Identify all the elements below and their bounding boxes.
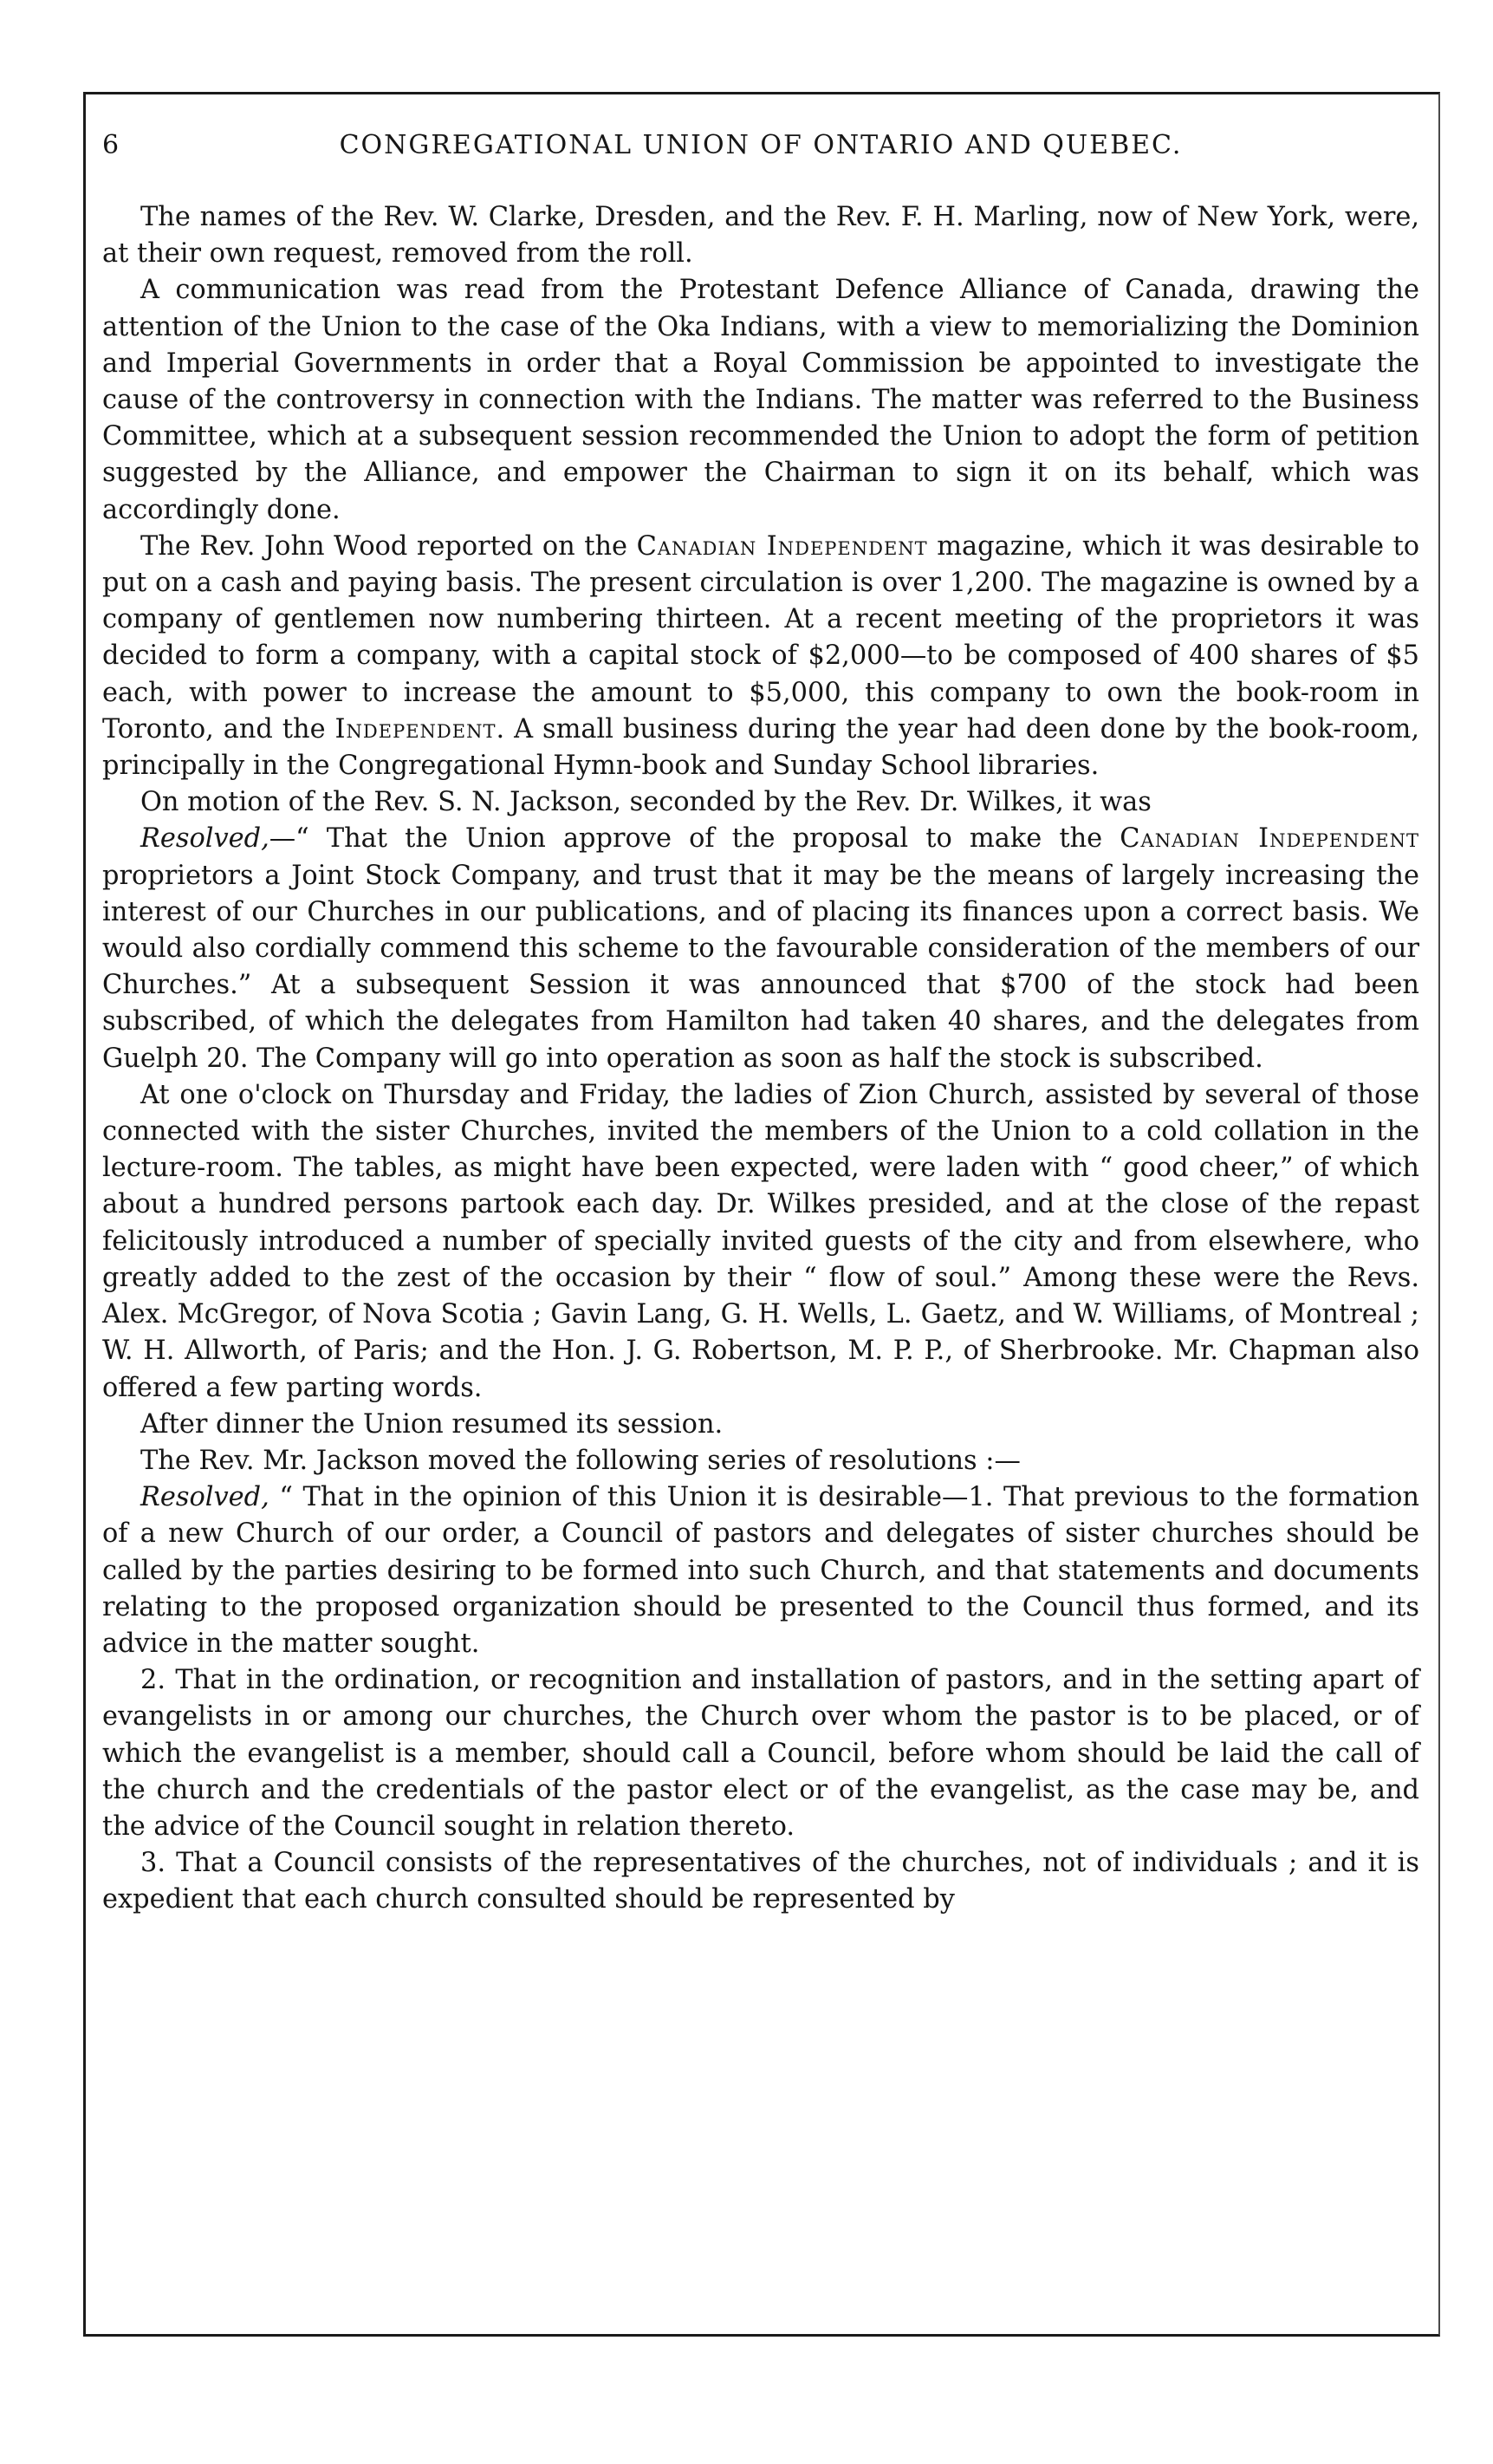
paragraph-resolution-3: 3. That a Council consists of the representatives of the churches, not of individuals ; and it is expedient that each church consulted should be represented by <box>102 1848 1419 1915</box>
paragraph-resolution-1 <box>102 1479 1419 1662</box>
paragraph-jackson-motion: The Rev. Mr. Jackson moved the following series of resolutions :— <box>140 1445 1021 1476</box>
magazine-report-text: . A small business during the year had deen done by the book-room, principally in the Congregational Hymn-book and Sunday School libraries. <box>102 713 1420 782</box>
resolution-text: “ That in the opinion of this Union it is desirable—1. That previous to the formation of a new Church of our order, a Council of pastors and delegates of sister churches should be called by the parties desiring to be formed into such Church, and that statements and documents relating to the proposed organization should be presented to the Council thus formed, and its advice in the matter sought. <box>102 1482 1419 1659</box>
magazine-report-text: The Rev. John Wood reported on the <box>140 530 637 562</box>
resolved-label: Resolved, <box>140 1482 269 1513</box>
paragraph-roll-removal: The names of the Rev. W. Clarke, Dresden, and the Rev. F. H. Marling, now of New York, were, at their own request, removed from the roll. <box>102 202 1419 270</box>
paragraph-resolution-stock <box>102 821 1419 1076</box>
running-title: CONGREGATIONAL UNION OF ONTARIO AND QUEBEC. <box>339 130 1183 160</box>
magazine-title: Canadian Independent <box>1120 823 1419 855</box>
magazine-report-text: magazine, which it was desirable to put on a cash and paying basis. The present circulation is over 1,200. The magazine is owned by a company of gentlemen now numbering thirteen. At a recent meeting of the proprietors it was decided to form a company, with a capital stock of $2,000—to be composed of 400 shares of $5 each, with power to increase the amount to $5,000, this company to own the book-room in Toronto, and the <box>102 530 1419 744</box>
resolved-label: Resolved, <box>140 823 269 855</box>
paragraph-collation: At one o'clock on Thursday and Friday, the ladies of Zion Church, assisted by several of those connected with the sister Churches, invited the members of the Union to a cold collation in the lecture-room. The tables, as might have been expected, were laden with “ good cheer,” of which about a hundred persons partook each day. Dr. Wilkes presided, and at the close of the repast felicitously introduced a number of specially invited guests of the city and from elsewhere, who greatly added to the zest of the occasion by their “ flow of soul.” Among these were the Revs. Alex. McGregor, of Nova Scotia ; Gavin Lang, G. H. Wells, L. Gaetz, and W. Williams, of Montreal ; W. H. Allworth, of Paris; and the Hon. J. G. Robertson, M. P. P., of Sherbrooke. Mr. Chapman also offered a few parting words. <box>102 1079 1419 1403</box>
page-body <box>102 128 1419 1919</box>
resolution-text: —“ That the Union approve of the proposal to make the <box>269 823 1120 855</box>
resolution-text: proprietors a Joint Stock Company, and trust that it may be the means of largely increasing the interest of our Churches in our publications, and of placing its finances upon a correct basis. We would also cordially commend this scheme to the favourable consideration of the members of our Churches.” At a subsequent Session it was announced that $700 of the stock had been subscribed, of which the delegates from Hamilton had taken 40 shares, and the delegates from Guelph 20. The Company will go into operation as soon as half the stock is subscribed. <box>102 860 1419 1074</box>
paragraph-motion: On motion of the Rev. S. N. Jackson, seconded by the Rev. Dr. Wilkes, it was <box>140 787 1152 818</box>
paragraph-oka-indians: A communication was read from the Protestant Defence Alliance of Canada, drawing the attention of the Union to the case of the Oka Indians, with a view to memorializing the Dominion and Imperial Governments in order that a Royal Commission be appointed to investigate the cause of the controversy in connection with the Indians. The matter was referred to the Business Committee, which at a subsequent session recommended the Union to adopt the form of petition suggested by the Alliance, and empower the Chairman to sign it on its behalf, which was accordingly done. <box>102 275 1419 525</box>
paragraph-resolution-2: 2. That in the ordination, or recognition and installation of pastors, and in the setting apart of evangelists in or among our churches, the Church over whom the pastor is to be placed, or of which the evangelist is a member, should call a Council, before whom should be laid the call of the church and the credentials of the pastor elect or of the evangelist, as the case may be, and the advice of the Council sought in relation thereto. <box>102 1665 1419 1842</box>
running-head <box>102 128 1419 180</box>
magazine-short-title: Independent <box>334 713 497 744</box>
magazine-title: Canadian Independent <box>636 530 928 562</box>
paragraph-magazine-report <box>102 529 1419 784</box>
paragraph-after-dinner: After dinner the Union resumed its session. <box>140 1408 724 1440</box>
page-number: 6 <box>102 130 121 160</box>
